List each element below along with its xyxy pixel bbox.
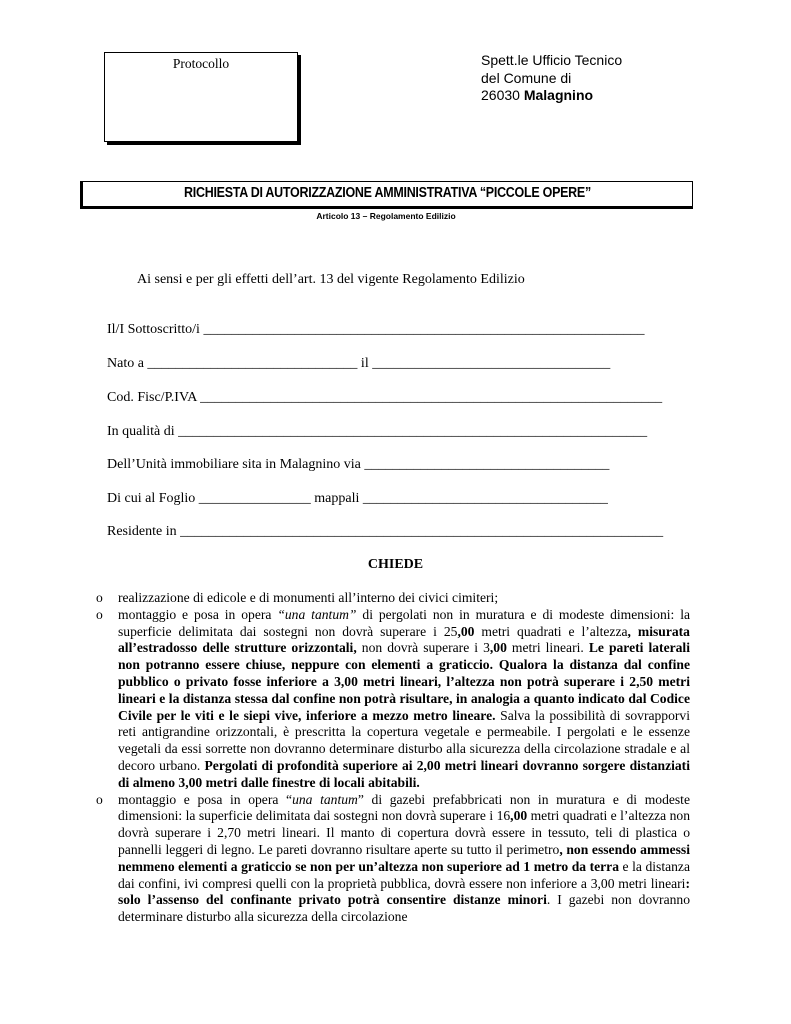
protocol-label: Protocollo [172, 56, 230, 71]
protocol-box [104, 52, 298, 142]
item-text-segment: una tantum [292, 791, 358, 807]
item-text-segment: , non essendo ammessi nemmeno elementi a graticcio se non per un’altezza non superiore ad 1 metro da terra [118, 841, 690, 874]
bullet-icon: o [96, 590, 103, 605]
field-qualita: In qualità di ___________________________________________________________________ [107, 424, 648, 439]
field-unita-immobiliare: Dell’Unità immobiliare sita in Malagnino via ___________________________________ [107, 457, 610, 472]
item-text-segment: non dovrà superare i 3 [356, 640, 490, 656]
postal-code: 26030 [481, 87, 520, 103]
request-item [96, 607, 690, 792]
field-nato: Nato a ______________________________ il __________________________________ [107, 356, 611, 371]
item-text-segment: Salva la possibilità di sovrapporvi reti antigrandine orizzontali, è prescritta la copertura vegetale e permeabile. I pergolati e le essenze vegetali da essi sorrette non dovranno determinare disturbo alla sicurezza della circolazione stradale e al decoro urbano. [118, 707, 691, 773]
intro-text: Ai sensi e per gli effetti dell’art. 13 del vigente Regolamento Edilizio [137, 272, 525, 287]
item-text-segment: Pergolati di profondità superiore ai 2,00 metri lineari dovranno sorgere distanziati di almeno 3,00 metri dalle finestre di locali abitabili. [118, 757, 690, 790]
item-text-segment: metri quadrati e l’altezza [474, 623, 628, 639]
item-text-segment: di pergolati non in muratura e di modeste dimensioni: la superficie delimitata dai sostegni non dovrà superare i 25 [118, 606, 690, 639]
addressee-line-3 [481, 87, 622, 105]
addressee-block [481, 52, 622, 105]
item-text-segment: . I gazebi non dovranno determinare disturbo alla sicurezza della circolazione [118, 892, 690, 925]
field-residente: Residente in _____________________________________________________________________ [107, 524, 664, 539]
field-foglio-mappali: Di cui al Foglio ________________ mappali ___________________________________ [107, 491, 608, 506]
bullet-icon: o [96, 606, 103, 622]
item-text-segment: realizzazione di edicole e di monumenti all’interno dei civici cimiteri; [118, 590, 499, 605]
document-subtitle: Articolo 13 – Regolamento Edilizio [316, 211, 456, 221]
addressee-line-1: Spett.le Ufficio Tecnico [481, 52, 623, 68]
document-title: RICHIESTA DI AUTORIZZAZIONE AMMINISTRATIVA “PICCOLE OPERE” [184, 185, 591, 201]
item-text-segment: ,00 [489, 640, 507, 656]
item-text-segment: ” di gazebi prefabbricati non in muratura e di modeste dimensioni: la superficie delimitata dai sostegni non dovrà superare i 16 [118, 791, 690, 824]
item-text-segment: ,00 [510, 808, 528, 824]
item-text-segment: : solo l’assenso del confinante privato potrà consentire distanze minori [118, 875, 690, 908]
request-item [96, 590, 690, 607]
item-text-segment: “una tantum” [277, 606, 357, 622]
request-item [96, 792, 690, 926]
section-heading-chiede: CHIEDE [367, 557, 424, 572]
bullet-icon: o [96, 791, 103, 807]
item-text-segment: montaggio e posa in opera [118, 606, 278, 622]
city-name: Malagnino [523, 87, 594, 103]
item-text-segment: metri quadrati e l’altezza non dovrà superare i 2,70 metri lineari. Il manto di copertura dovrà essere in tessuto, teli di plastica o pannelli leggeri di legno. Le pareti dovranno risultare aperte su tutto il perimetro [118, 808, 690, 857]
item-text-segment: metri lineari. [506, 640, 589, 656]
item-text-segment: e la distanza dai confini, ivi compresi quelli con la proprietà pubblica, dovrà essere non inferiore a 3,00 metri lineari [118, 858, 691, 891]
document-title-box [80, 181, 693, 209]
item-text-segment: , misurata all’estradosso delle strutture orizzontali, [118, 623, 690, 656]
field-sottoscritto: Il/I Sottoscritto/i _______________________________________________________________ [107, 322, 645, 337]
item-text-segment: ,00 [457, 623, 475, 639]
request-items-list [96, 590, 690, 926]
item-text-segment: montaggio e posa in opera “ [118, 791, 293, 807]
addressee-line-2: del Comune di [481, 69, 572, 86]
item-text-segment: Le pareti laterali non potranno essere chiuse, neppure con elementi a graticcio. Qualora la distanza dal confine pubblico o privato fosse inferiore a 3,00 metri lineari, l’altezza non potrà superare i 2,50 metri lineari e la distanza stessa dal confine non potrà risultare, in analogia a quanto indicato dal Codice Civile per le viti e le siepi vive, inferiore a mezzo metro lineare. [118, 640, 690, 723]
field-codice-fiscale: Cod. Fisc/P.IVA __________________________________________________________________ [107, 390, 663, 405]
